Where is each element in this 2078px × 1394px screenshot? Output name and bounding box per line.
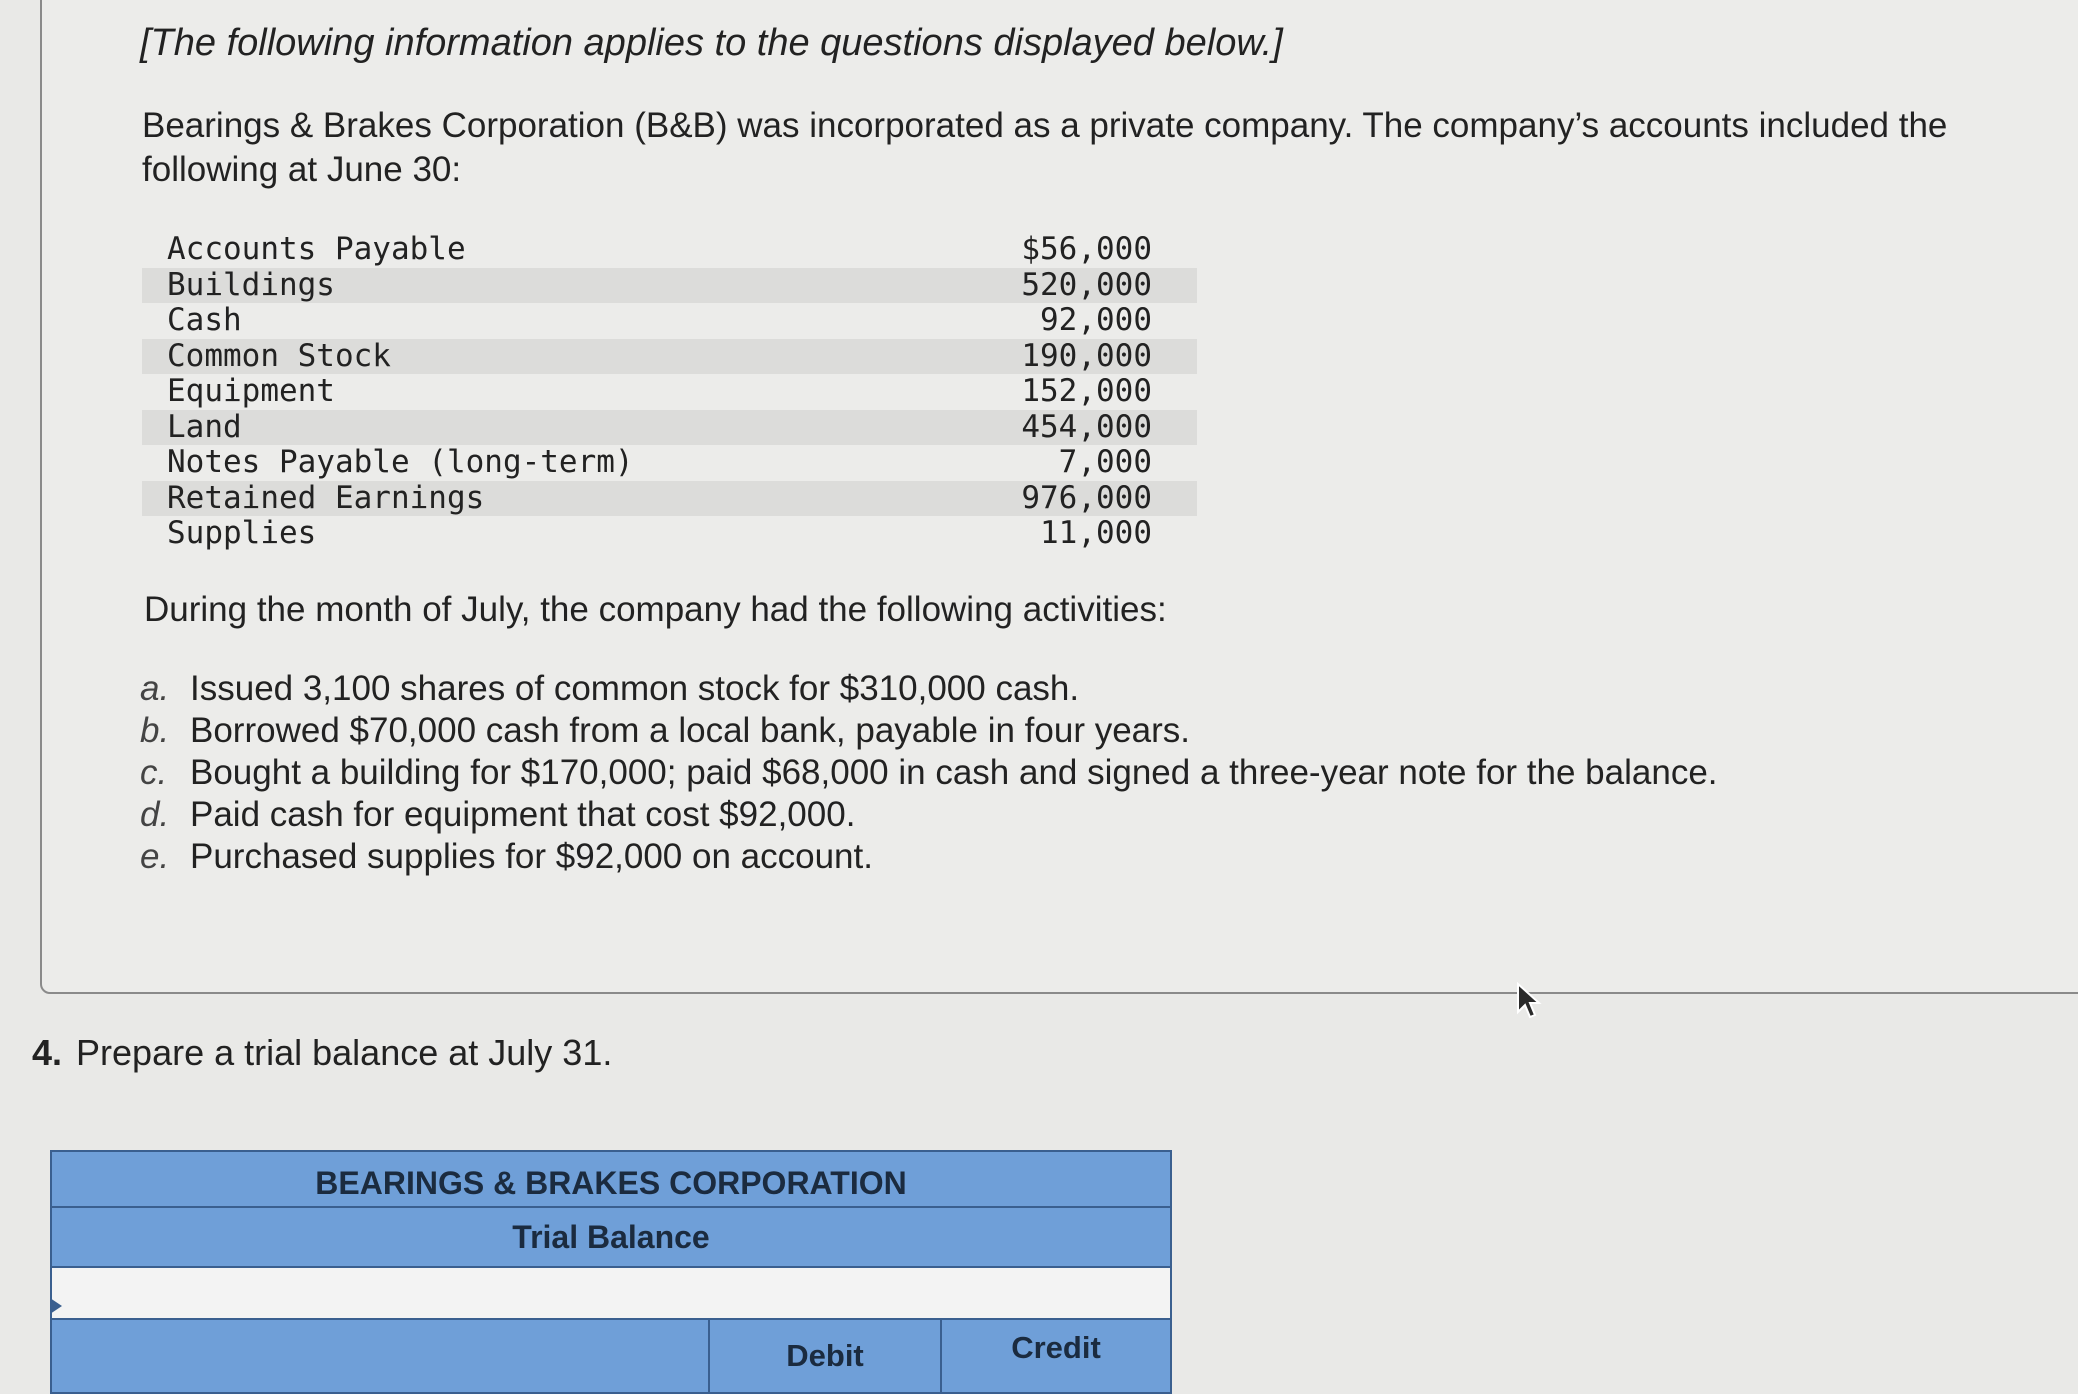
account-name: Accounts Payable xyxy=(167,231,466,267)
activity-item xyxy=(140,668,1718,710)
activity-letter: d. xyxy=(140,795,170,834)
activity-text: Bought a building for $170,000; paid $68,000 in cash and signed a three-year note for the balance. xyxy=(190,753,1718,792)
activity-text: Issued 3,100 shares of common stock for $310,000 cash. xyxy=(190,669,1080,708)
question-text: Prepare a trial balance at July 31. xyxy=(76,1032,613,1073)
account-amount: 11,000 xyxy=(1040,515,1152,551)
question-number: 4. xyxy=(32,1032,63,1073)
trial-balance-header-row xyxy=(52,1320,1170,1392)
account-row xyxy=(142,232,1197,268)
account-amount: $56,000 xyxy=(1021,231,1152,267)
intro-text: [The following information applies to the questions displayed below.] xyxy=(140,22,1283,64)
account-name: Common Stock xyxy=(167,337,391,374)
activity-letter: b. xyxy=(140,711,170,750)
activity-item xyxy=(140,710,1718,752)
activity-letter: a. xyxy=(140,669,170,708)
row-indicator-icon xyxy=(50,1298,62,1314)
activity-text: Borrowed $70,000 cash from a local bank, payable in four years. xyxy=(190,711,1191,750)
account-column-header xyxy=(52,1320,710,1392)
company-description: Bearings & Brakes Corporation (B&B) was incorporated as a private company. The company’s accounts included the following at June 30: xyxy=(142,106,1948,189)
question-prompt xyxy=(32,1032,612,1074)
account-name: Retained Earnings xyxy=(167,479,485,516)
activity-letter: c. xyxy=(140,753,168,792)
account-row xyxy=(142,410,1197,446)
credit-column-header: Credit xyxy=(1011,1330,1101,1365)
account-name: Land xyxy=(167,408,242,445)
date-input-row[interactable] xyxy=(52,1268,1170,1320)
account-name: Equipment xyxy=(167,373,335,409)
account-amount: 190,000 xyxy=(1021,337,1152,374)
account-row xyxy=(142,268,1197,304)
account-amount: 454,000 xyxy=(1021,408,1152,445)
activity-text: Paid cash for equipment that cost $92,000. xyxy=(190,795,856,834)
mouse-pointer-icon xyxy=(1516,982,1542,1022)
account-name: Notes Payable (long-term) xyxy=(167,444,634,480)
account-row xyxy=(142,374,1197,410)
account-row xyxy=(142,516,1197,552)
account-amount: 92,000 xyxy=(1040,302,1152,338)
activity-item xyxy=(140,752,1718,794)
account-row xyxy=(142,445,1197,481)
account-row xyxy=(142,339,1197,375)
account-amount: 520,000 xyxy=(1021,266,1152,303)
activity-letter: e. xyxy=(140,837,170,876)
account-name: Cash xyxy=(167,302,242,338)
account-amount: 7,000 xyxy=(1058,444,1152,480)
debit-column-header: Debit xyxy=(710,1320,942,1392)
accounts-list xyxy=(142,232,1197,552)
account-row xyxy=(142,303,1197,339)
account-row xyxy=(142,481,1197,517)
account-name: Buildings xyxy=(167,266,335,303)
account-amount: 152,000 xyxy=(1021,373,1152,409)
activities-intro: During the month of July, the company had the following activities: xyxy=(144,590,1167,629)
activity-item xyxy=(140,836,1718,878)
activities-list xyxy=(140,668,1718,878)
activity-item xyxy=(140,794,1718,836)
activity-text: Purchased supplies for $92,000 on account. xyxy=(190,837,873,876)
trial-balance-subtitle: Trial Balance xyxy=(52,1208,1170,1268)
trial-balance-company-title: BEARINGS & BRAKES CORPORATION xyxy=(52,1152,1170,1208)
trial-balance-table xyxy=(50,1150,1172,1394)
account-name: Supplies xyxy=(167,515,317,551)
account-amount: 976,000 xyxy=(1021,479,1152,516)
